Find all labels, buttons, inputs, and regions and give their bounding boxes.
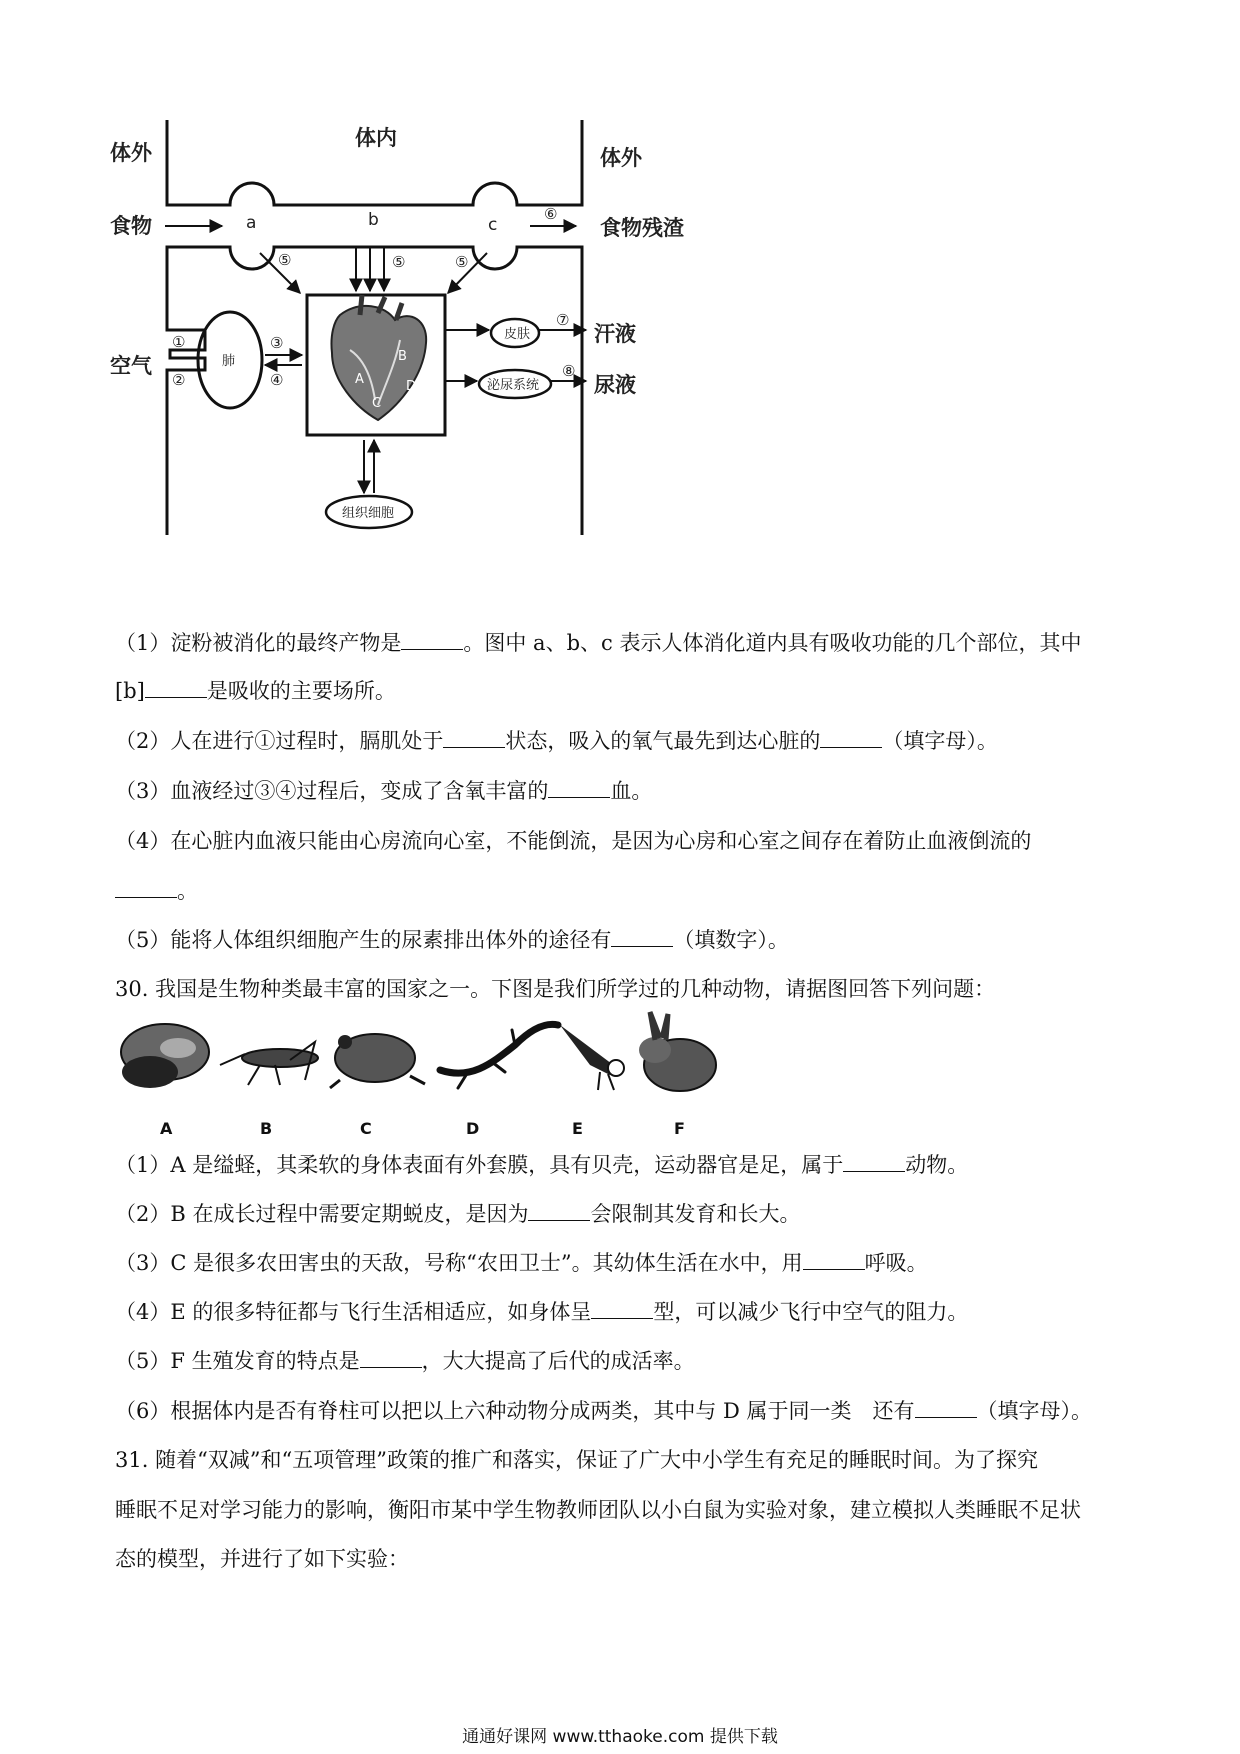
answer-blank[interactable] bbox=[401, 629, 463, 650]
rabbit-icon bbox=[639, 1012, 716, 1091]
q29-line-7: （5）能将人体组织细胞产生的尿素排出体外的途径有 （填数字）。 bbox=[115, 928, 789, 952]
q29-line-1: （1）淀粉被消化的最终产物是 。图中 a、b、c 表示人体消化道内具有吸收功能的几个部位，其中 bbox=[115, 631, 1082, 655]
label-n2: ② bbox=[172, 371, 186, 389]
animal-label-a: A bbox=[160, 1119, 173, 1138]
label-n7: ⑦ bbox=[556, 311, 570, 329]
heart-label-a: A bbox=[355, 372, 364, 387]
label-a: a bbox=[246, 213, 257, 233]
q31-line-2: 睡眠不足对学习能力的影响，衡阳市某中学生物教师团队以小白鼠为实验对象，建立模拟人类睡眠不足状 bbox=[115, 1498, 1081, 1522]
label-n4: ④ bbox=[270, 371, 284, 389]
answer-blank[interactable] bbox=[611, 926, 673, 947]
label-n5c: ⑤ bbox=[455, 253, 469, 271]
clam-icon bbox=[121, 1024, 209, 1088]
heart-label-c: C bbox=[372, 396, 382, 411]
label-inside: 体内 bbox=[355, 126, 397, 150]
page-footer: 通通好课网 www.tthaoke.com 提供下载 bbox=[462, 1727, 778, 1747]
label-n1: ① bbox=[172, 333, 186, 351]
answer-blank[interactable] bbox=[803, 1249, 865, 1270]
q30-line-5: （5）F 生殖发育的特点是 ，大大提高了后代的成活率。 bbox=[115, 1349, 695, 1373]
label-residue: 食物残渣 bbox=[600, 216, 684, 240]
answer-blank[interactable] bbox=[548, 777, 610, 798]
q30-title: 30. 我国是生物种类最丰富的国家之一。下图是我们所学过的几种动物，请据图回答下列问题： bbox=[115, 977, 996, 1001]
animal-label-d: D bbox=[466, 1119, 480, 1138]
q31-line-1: 31. 随着“双减”和“五项管理”政策的推广和落实，保证了广大中小学生有充足的睡眠时间。为了探究 bbox=[115, 1448, 1039, 1472]
answer-blank[interactable] bbox=[843, 1151, 905, 1172]
q30-line-2: （2）B 在成长过程中需要定期蜕皮，是因为 会限制其发育和长大。 bbox=[115, 1202, 801, 1226]
label-sweat: 汗液 bbox=[594, 322, 636, 346]
label-n6: ⑥ bbox=[544, 205, 558, 223]
label-skin: 皮肤 bbox=[504, 327, 531, 342]
answer-blank[interactable] bbox=[145, 677, 207, 698]
lizard-icon bbox=[440, 1024, 558, 1088]
answer-blank[interactable] bbox=[528, 1200, 590, 1221]
answer-blank[interactable] bbox=[443, 727, 505, 748]
q30-line-3: （3）C 是很多农田害虫的天敌，号称“农田卫士”。其幼体生活在水中，用 呼吸。 bbox=[115, 1251, 928, 1275]
label-food: 食物 bbox=[110, 214, 152, 238]
q29-line-5: （4）在心脏内血液只能由心房流向心室，不能倒流，是因为心房和心室之间存在着防止血液倒流的 bbox=[115, 829, 1032, 853]
answer-blank[interactable] bbox=[915, 1397, 977, 1418]
animal-label-e: E bbox=[572, 1119, 583, 1138]
animal-label-f: F bbox=[674, 1119, 685, 1138]
label-b: b bbox=[368, 210, 379, 230]
q30-line-4: （4）E 的很多特征都与飞行生活相适应，如身体呈 型，可以减少飞行中空气的阻力。 bbox=[115, 1300, 969, 1324]
label-n5a: ⑤ bbox=[278, 251, 292, 269]
answer-blank[interactable] bbox=[591, 1298, 653, 1319]
label-n5b: ⑤ bbox=[392, 253, 406, 271]
heart-label-d: D bbox=[406, 379, 417, 394]
animal-images bbox=[120, 1010, 740, 1140]
label-outside-right: 体外 bbox=[600, 146, 642, 170]
animal-label-c: C bbox=[360, 1119, 372, 1138]
q29-line-6: 。 bbox=[115, 876, 198, 906]
answer-blank[interactable] bbox=[360, 1347, 422, 1368]
q30-line-6: （6）根据体内是否有脊柱可以把以上六种动物分成两类，其中与 D 属于同一类 还有 （填字母）。 bbox=[115, 1399, 1093, 1423]
animal-label-b: B bbox=[260, 1119, 273, 1138]
q31-line-3: 态的模型，并进行了如下实验： bbox=[115, 1547, 409, 1571]
frog-icon bbox=[330, 1034, 425, 1088]
answer-blank[interactable] bbox=[820, 727, 882, 748]
label-air: 空气 bbox=[110, 354, 152, 378]
label-n8: ⑧ bbox=[562, 362, 576, 380]
body-exchange-diagram bbox=[110, 115, 830, 605]
label-n3: ③ bbox=[270, 334, 284, 352]
bird-icon bbox=[560, 1025, 624, 1090]
heart-label-b: B bbox=[398, 349, 407, 364]
label-lung: 肺 bbox=[222, 354, 236, 369]
grasshopper-icon bbox=[220, 1042, 318, 1085]
q29-line-4: （3）血液经过③④过程后，变成了含氧丰富的 血。 bbox=[115, 779, 653, 803]
label-urine: 尿液 bbox=[594, 373, 636, 397]
label-outside-left: 体外 bbox=[110, 141, 152, 165]
answer-blank[interactable] bbox=[115, 877, 177, 898]
q29-line-3: （2）人在进行①过程时，膈肌处于 状态，吸入的氧气最先到达心脏的 （填字母）。 bbox=[115, 729, 998, 753]
q29-line-2: [b] 是吸收的主要场所。 bbox=[115, 679, 396, 703]
label-urinary: 泌尿系统 bbox=[487, 378, 540, 393]
label-c: c bbox=[488, 215, 498, 235]
q30-line-1: （1）A 是缢蛏，其柔软的身体表面有外套膜，具有贝壳，运动器官是足，属于 动物。 bbox=[115, 1153, 969, 1177]
label-tissue: 组织细胞 bbox=[342, 506, 395, 521]
